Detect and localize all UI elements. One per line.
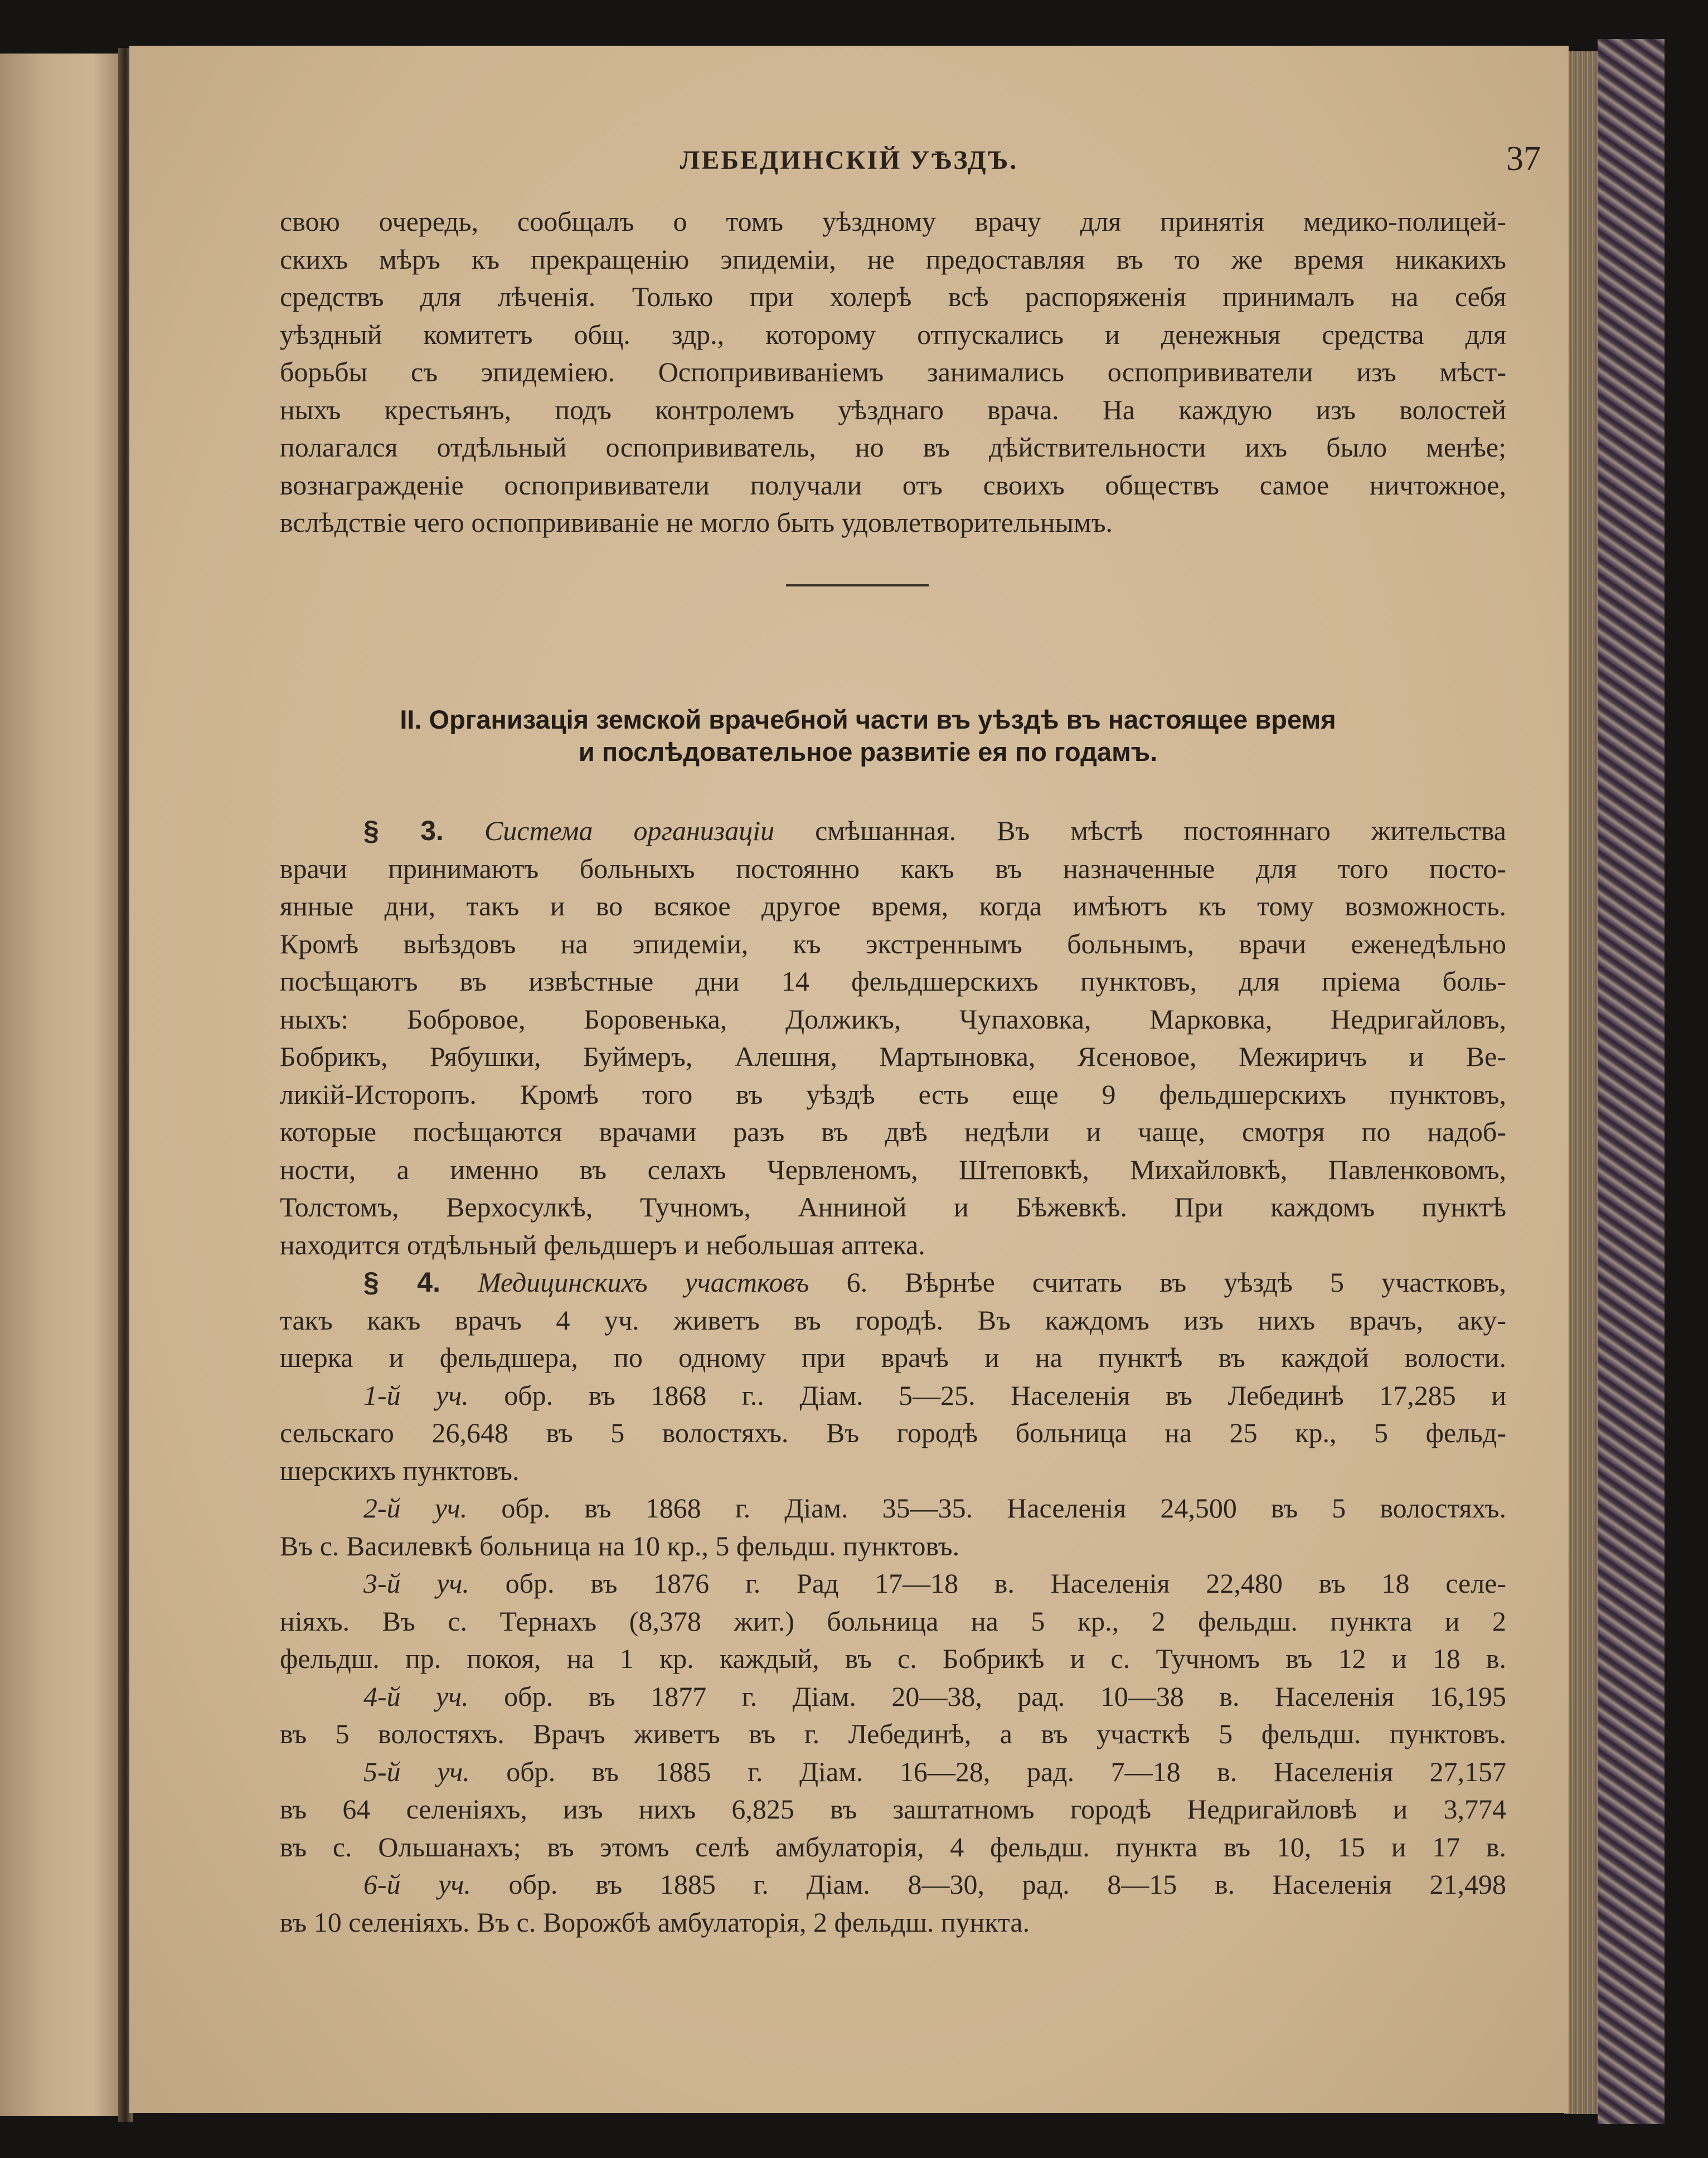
text-line: фельдш. пр. покоя, на 1 кр. каждый, въ с. Бобрикѣ и с. Тучномъ въ 12 и 18 в. [280, 1643, 1506, 1674]
running-title: ЛЕБЕДИНСКІЙ УѢЗДЪ. [680, 146, 1018, 175]
book-page [129, 46, 1569, 2113]
marbled-cover [1598, 39, 1665, 2124]
text-line: ныхъ крестьянъ, подъ контролемъ уѣзднаго врача. На каждую изъ волостей [280, 394, 1506, 425]
page-edges [1564, 51, 1600, 2114]
text-run: обр. въ 1876 г. Рад 17—18 в. Населенія 22,480 въ 18 селе- [469, 1568, 1506, 1599]
text-line: ности, а именно въ селахъ Червленомъ, Штеповкѣ, Михайловкѣ, Павленковомъ, [280, 1153, 1506, 1185]
district-3-first-line [280, 1565, 1506, 1603]
paragraph-3-first-line [280, 812, 1506, 850]
district-label: 6-й уч. [363, 1869, 471, 1900]
text-run: обр. въ 1868 г.. Діам. 5—25. Населенія въ Лебединѣ 17,285 и [468, 1379, 1506, 1411]
district-label: 4-й уч. [363, 1680, 469, 1712]
text-line: Бобрикъ, Рябушки, Буймеръ, Алешня, Мартыновка, Ясеновое, Межиричъ и Ве- [280, 1041, 1506, 1072]
text-line: свою очередь, сообщалъ о томъ уѣздному врачу для принятія медико-полицей- [280, 206, 1506, 237]
text-run: 6. Вѣрнѣе считать въ уѣздѣ 5 участковъ, [809, 1267, 1506, 1298]
section-heading [297, 704, 1439, 768]
text-line: уѣздный комитетъ общ. здр., которому отпускались и денежныя средства для [280, 318, 1506, 350]
text-line: врачи принимаютъ больныхъ постоянно какъ въ назначенные для того посто- [280, 852, 1506, 884]
district-label: 3-й уч. [363, 1568, 469, 1599]
text-line: янные дни, такъ и во всякое другое время, когда имѣютъ къ тому возможность. [280, 890, 1506, 922]
text-line: Толстомъ, Верхосулкѣ, Тучномъ, Аннинoй и Бѣжевкѣ. При каждомъ пунктѣ [280, 1191, 1506, 1223]
section-number: § 4. [363, 1267, 440, 1298]
body-text [280, 812, 1506, 1941]
text-line: въ 5 волостяхъ. Врачъ живетъ въ г. Лебединѣ, а въ участкѣ 5 фельдш. пунктовъ. [280, 1718, 1506, 1749]
section-heading-line: и послѣдовательное развитіе ея по годамъ. [578, 737, 1158, 767]
intro-paragraph [280, 203, 1506, 542]
section-divider [786, 584, 929, 586]
text-line: въ с. Ольшанахъ; въ этомъ селѣ амбулаторія, 4 фельдш. пункта въ 10, 15 и 17 в. [280, 1831, 1506, 1863]
text-line: посѣщаютъ въ извѣстные дни 14 фельдшерскихъ пунктовъ, для пріема боль- [280, 966, 1506, 997]
text-run: обр. въ 1868 г. Діам. 35—35. Населенія 24,500 въ 5 волостяхъ. [467, 1492, 1506, 1524]
left-page-edge [0, 54, 124, 2116]
running-head [129, 139, 1569, 190]
text-line: которые посѣщаются врачами разъ въ двѣ недѣли и чаще, смотря по надоб- [280, 1116, 1506, 1147]
text-line: скихъ мѣръ къ прекращенію эпидеміи, не предоставляя въ то же время никакихъ [280, 243, 1506, 275]
text-run: смѣшанная. Въ мѣстѣ постояннаго жительства [774, 815, 1506, 846]
text-line: въ 64 селеніяхъ, изъ нихъ 6,825 въ заштатномъ городѣ Недригайловѣ и 3,774 [280, 1793, 1506, 1825]
text-line: ликій-Исторопъ. Кромѣ того въ уѣздѣ есть еще 9 фельдшерскихъ пунктовъ, [280, 1078, 1506, 1110]
text-line: ніяхъ. Въ с. Тернахъ (8,378 жит.) больница на 5 кр., 2 фельдш. пункта и 2 [280, 1605, 1506, 1637]
text-line: сельскаго 26,648 въ 5 волостяхъ. Въ городѣ больница на 25 кр., 5 фельд- [280, 1417, 1506, 1448]
text-line: шерка и фельдшера, по одному при врачѣ и на пунктѣ въ каждой волости. [280, 1342, 1506, 1373]
text-line: шерскихъ пунктовъ. [280, 1454, 520, 1486]
text-line: находится отдѣльный фельдшеръ и небольшая аптека. [280, 1229, 925, 1260]
district-1-first-line [280, 1377, 1506, 1415]
paragraph-4-first-line [280, 1264, 1506, 1302]
text-run: обр. въ 1885 г. Діам. 16—28, рад. 7—18 в. Населенія 27,157 [469, 1756, 1506, 1787]
section-number: § 3. [363, 815, 444, 846]
district-2-first-line [280, 1490, 1506, 1527]
text-line: средствъ для лѣченія. Только при холерѣ всѣ распоряженія принималъ на себя [280, 281, 1506, 312]
page-number: 37 [1506, 140, 1541, 178]
district-4-first-line [280, 1678, 1506, 1716]
section-label: Система организаціи [484, 815, 775, 846]
section-heading-line: II. Организація земской врачебной части въ уѣздѣ въ настоящее время [400, 705, 1336, 734]
text-line: вслѣдствіе чего оспопрививаніе не могло быть удовлетворительнымъ. [280, 507, 1113, 538]
text-line: Кромѣ выѣздовъ на эпидеміи, къ экстреннымъ больнымъ, врачи еженедѣльно [280, 928, 1506, 959]
text-line: въ 10 селеніяхъ. Въ с. Ворожбѣ амбулаторія, 2 фельдш. пункта. [280, 1906, 1030, 1938]
text-line: борьбы съ эпидеміею. Оспопрививаніемъ занимались оспопрививатели изъ мѣст- [280, 356, 1506, 387]
text-run: обр. въ 1885 г. Діам. 8—30, рад. 8—15 в. Населенія 21,498 [470, 1869, 1507, 1900]
section-label: Медицинскихъ участковъ [478, 1267, 809, 1298]
district-label: 2-й уч. [363, 1492, 468, 1524]
text-line: такъ какъ врачъ 4 уч. живетъ въ городѣ. Въ каждомъ изъ нихъ врачъ, аку- [280, 1304, 1506, 1336]
text-line: Въ с. Василевкѣ больница на 10 кр., 5 фельдш. пунктовъ. [280, 1530, 960, 1561]
text-line: ныхъ: Бобровое, Боровенька, Должикъ, Чупаховка, Марковка, Недригайловъ, [280, 1003, 1506, 1035]
district-6-first-line [280, 1866, 1506, 1904]
district-label: 1-й уч. [363, 1379, 469, 1411]
text-run: обр. въ 1877 г. Діам. 20—38, рад. 10—38 в. Населенія 16,195 [468, 1680, 1506, 1712]
text-line: вознагражденіе оспопрививатели получали отъ своихъ обществъ самое ничтожное, [280, 469, 1506, 501]
district-5-first-line [280, 1753, 1506, 1791]
text-line: полагался отдѣльный оспопрививатель, но въ дѣйствительности ихъ было менѣе; [280, 431, 1506, 463]
district-label: 5-й уч. [363, 1756, 470, 1787]
